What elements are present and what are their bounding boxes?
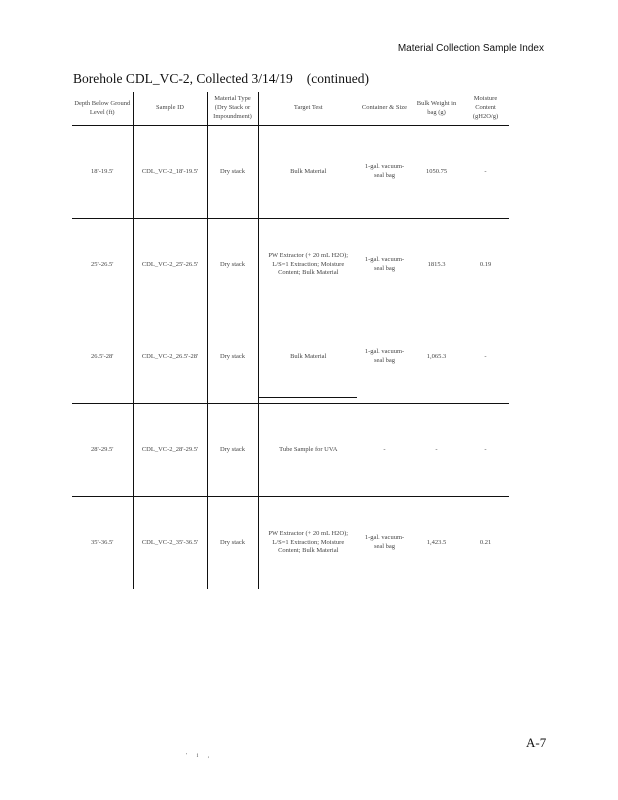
cell-target-test: PW Extractor (+ 20 mL H2O); L/S=1 Extraction; Moisture Content; Bulk Material — [268, 529, 349, 555]
cell-target-test: Tube Sample for UVA — [279, 445, 338, 453]
cell-target-test: PW Extractor (+ 20 mL H2O); L/S=1 Extraction; Moisture Content; Bulk Material — [268, 251, 349, 277]
cell-moisture: 0.19 — [479, 260, 492, 268]
cell-material-type: Dry stack — [207, 404, 258, 497]
cell-target-test: Bulk Material — [290, 167, 327, 175]
cell-container: 1-gal. vacuum-seal bag — [364, 534, 405, 550]
cell-sample-id: CDL_VC-2_35'-36.5' — [133, 497, 207, 590]
header-target-test: Target Test — [258, 92, 358, 126]
cell-depth: 26.5'-28' — [72, 311, 133, 404]
header-material-type: Material Type (Dry Stack or Impoundment) — [207, 92, 258, 126]
table-row — [72, 311, 509, 404]
table-header-row — [72, 92, 509, 126]
cell-material-type: Dry stack — [207, 311, 258, 404]
cell-sample-id: CDL_VC-2_28'-29.5' — [133, 404, 207, 497]
section-title-continued: (continued) — [306, 71, 369, 86]
cell-target-test: Bulk Material — [290, 352, 327, 360]
cell-moisture: - — [484, 445, 487, 453]
cell-bulk-weight: 1050.75 — [425, 167, 448, 175]
cell-moisture: - — [484, 352, 487, 360]
cell-depth: 28'-29.5' — [72, 404, 133, 497]
cell-container: 1-gal. vacuum-seal bag — [364, 163, 405, 179]
cell-depth: 25'-26.5' — [72, 219, 133, 312]
table-row — [72, 219, 509, 312]
cell-moisture: 0.21 — [479, 538, 492, 546]
running-header: Material Collection Sample Index — [397, 43, 544, 54]
cell-container: - — [383, 445, 386, 453]
table-row — [72, 126, 509, 219]
cell-bulk-weight: 1,423.5 — [426, 538, 447, 546]
header-moisture: Moisture Content (gH2O/g) — [462, 92, 509, 126]
section-title-main: Borehole CDL_VC-2, Collected 3/14/19 — [73, 71, 293, 86]
cell-material-type: Dry stack — [207, 497, 258, 590]
header-depth: Depth Below Ground Level (ft) — [72, 92, 133, 126]
cell-material-type: Dry stack — [207, 126, 258, 219]
cell-container: 1-gal. vacuum-seal bag — [364, 348, 405, 364]
cell-sample-id: CDL_VC-2_18'-19.5' — [133, 126, 207, 219]
cell-bulk-weight: - — [435, 445, 438, 453]
cell-container: 1-gal. vacuum-seal bag — [364, 256, 405, 272]
header-sample-id: Sample ID — [133, 92, 207, 126]
header-bulk-weight: Bulk Weight in bag (g) — [411, 92, 462, 126]
table-row — [72, 497, 509, 590]
cell-moisture: - — [484, 167, 487, 175]
cell-depth: 35'-36.5' — [72, 497, 133, 590]
page-number: A-7 — [526, 735, 547, 750]
header-container: Container & Size — [358, 92, 411, 126]
cell-depth: 18'-19.5' — [72, 126, 133, 219]
partial-rule-divider — [258, 397, 357, 398]
cell-bulk-weight: 1,065.3 — [426, 352, 447, 360]
section-title — [73, 71, 369, 87]
sample-index-table — [72, 92, 509, 589]
table-row — [72, 404, 509, 497]
cell-bulk-weight: 1815.3 — [427, 260, 446, 268]
cell-sample-id: CDL_VC-2_25'-26.5' — [133, 219, 207, 312]
cell-material-type: Dry stack — [207, 219, 258, 312]
cell-sample-id: CDL_VC-2_26.5'-28' — [133, 311, 207, 404]
footer-mark: ' i , — [186, 753, 214, 759]
